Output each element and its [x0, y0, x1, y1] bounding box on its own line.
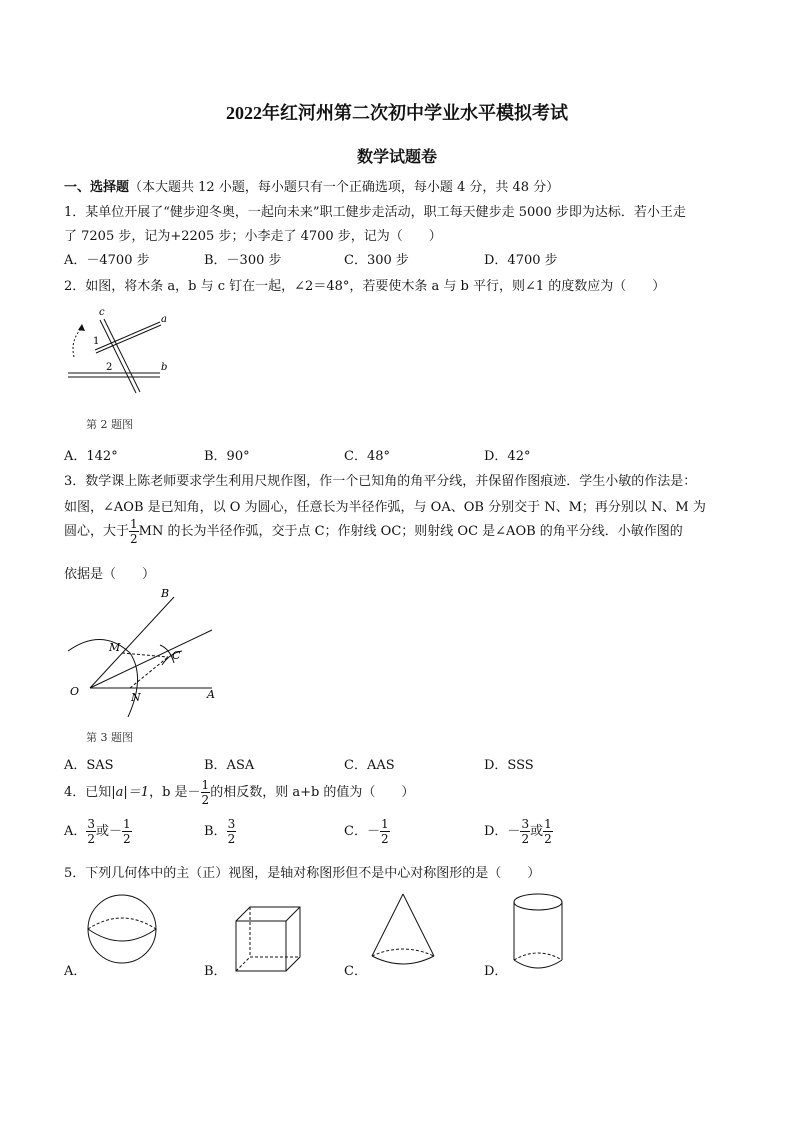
frac-den: 2 — [521, 832, 530, 846]
q4-option-a-mid: 或－ — [96, 824, 123, 839]
q4-text — [64, 779, 414, 806]
q4-option-a[interactable] — [64, 818, 132, 845]
q5-option-d[interactable]: D． — [484, 964, 508, 979]
label-a: A — [207, 688, 215, 701]
q5-text: 5．下列几何体中的主（正）视图，是轴对称图形但不是中心对称图形的是（ ） — [64, 866, 541, 881]
q4-option-d[interactable] — [484, 818, 553, 845]
q2-option-d[interactable]: D．42° — [484, 449, 531, 464]
cube-figure — [234, 905, 304, 975]
stick-b — [68, 373, 160, 377]
q4-option-a-prefix: A． — [64, 824, 87, 839]
q4-option-b-frac — [227, 818, 237, 845]
q2-figure — [60, 300, 180, 400]
label-n: N — [131, 691, 141, 704]
q5-option-c[interactable]: C． — [344, 964, 367, 979]
q3-fraction-num: 1 — [130, 517, 138, 531]
q4-fraction-num: 1 — [201, 778, 210, 792]
arrow-head-icon — [78, 324, 85, 331]
q4-option-d-frac2 — [543, 818, 553, 845]
angle-2-label: 2 — [106, 362, 113, 373]
section-note: （本大题共 12 小题，每小题只有一个正确选项，每小题 4 分，共 48 分） — [129, 180, 560, 195]
q2-option-c[interactable]: C．48° — [344, 449, 390, 464]
section-title: 一、选择题 — [64, 180, 130, 195]
q2-option-a[interactable]: A．142° — [64, 449, 118, 464]
q4-option-a-frac2 — [122, 818, 132, 845]
q3-figure — [62, 585, 232, 720]
q4-option-b-prefix: B． — [204, 824, 227, 839]
cylinder-figure — [510, 892, 570, 978]
q3-option-a[interactable]: A．SAS — [64, 758, 114, 773]
q3-line2: 如图，∠AOB 是已知角，以 O 为圆心，任意长为半径作弧，与 OA、OB 分别交于 N、M；再分别以 N、M 为 — [64, 500, 706, 515]
frac-num: 3 — [227, 817, 236, 831]
q5-option-b[interactable]: B． — [204, 964, 227, 979]
section-heading — [64, 176, 559, 195]
q3-line3-start: 圆心，大于 — [64, 524, 130, 539]
frac-den: 2 — [87, 832, 96, 846]
label-a: a — [161, 314, 167, 325]
frac-num: 1 — [544, 817, 552, 831]
q2-option-b[interactable]: B．90° — [204, 449, 250, 464]
exam-title: 2022年红河州第二次初中学业水平模拟考试 — [226, 103, 568, 123]
sphere-figure — [86, 893, 166, 973]
q3-fraction — [129, 518, 139, 545]
rotation-arrow — [73, 328, 82, 357]
q4-option-d-frac1 — [520, 818, 530, 845]
label-b: b — [161, 362, 168, 373]
q2-text: 2．如图，将木条 a，b 与 c 钉在一起，∠2＝48°，若要使木条 a 与 b 平行，则∠1 的度数应为（ ） — [64, 279, 666, 294]
cone-figure — [368, 892, 438, 976]
frac-num: 1 — [123, 817, 131, 831]
frac-num: 3 — [521, 817, 530, 831]
label-c: C — [172, 649, 181, 662]
q4-option-c-frac — [380, 818, 390, 845]
frac-den: 2 — [227, 832, 236, 846]
frac-den: 2 — [380, 832, 389, 846]
q3-line3-end: MN 的长为半径作弧，交于点 C；作射线 OC；则射线 OC 是∠AOB 的角平分线．小敏作图的 — [138, 524, 683, 539]
ray-ob — [90, 597, 174, 688]
q3-option-b[interactable]: B．ASA — [204, 758, 255, 773]
q3-line4: 依据是（ ） — [64, 567, 156, 582]
q4-option-d-prefix: D．－ — [484, 824, 521, 839]
q4-fraction — [201, 779, 211, 806]
label-o: O — [70, 685, 80, 698]
label-m: M — [109, 641, 121, 654]
q4-abs-expression: |a|＝1 — [111, 785, 150, 800]
frac-den: 2 — [123, 832, 131, 846]
segment-mc — [122, 653, 168, 657]
q3-option-c[interactable]: C．AAS — [344, 758, 395, 773]
q5-option-a[interactable]: A． — [64, 964, 87, 979]
q1-option-a[interactable]: A．－4700 步 — [64, 253, 150, 268]
label-b: B — [161, 587, 170, 600]
q3-fraction-den: 2 — [130, 532, 138, 546]
frac-num: 3 — [87, 817, 96, 831]
q3-figure-caption: 第 3 题图 — [86, 731, 133, 744]
q4-option-d-mid: 或 — [530, 824, 544, 839]
q3-line1: 3．数学课上陈老师要求学生利用尺规作图，作一个已知角的角平分线，并保留作图痕迹．学生小敏的作法是： — [64, 474, 697, 489]
q4-option-b[interactable] — [204, 818, 236, 845]
frac-num: 1 — [380, 817, 389, 831]
arc-center-o — [68, 639, 138, 717]
q3-line3 — [64, 518, 683, 545]
paper-subtitle: 数学试题卷 — [356, 147, 437, 166]
q4-option-a-frac1 — [86, 818, 96, 845]
ray-oc — [90, 630, 212, 688]
q4-text-mid: ，b 是－ — [149, 785, 201, 800]
angle-1-label: 1 — [93, 336, 100, 347]
stick-a — [95, 322, 161, 353]
q1-line2: 了 7205 步，记为+2205 步；小李走了 4700 步，记为（ ） — [64, 229, 442, 244]
q4-option-c[interactable] — [344, 818, 390, 845]
q1-option-c[interactable]: C．300 步 — [344, 253, 409, 268]
q1-line1: 1．某单位开展了“健步迎冬奥，一起向未来”职工健步走活动，职工每天健步走 5000 步即为达标．若小王走 — [64, 205, 686, 220]
q1-option-b[interactable]: B．－300 步 — [204, 253, 282, 268]
q2-figure-caption: 第 2 题图 — [86, 418, 133, 431]
label-c: c — [99, 307, 105, 318]
frac-den: 2 — [544, 832, 552, 846]
q4-fraction-den: 2 — [201, 793, 210, 807]
q1-option-d[interactable]: D．4700 步 — [484, 253, 558, 268]
q4-option-c-prefix: C．－ — [344, 824, 380, 839]
q3-option-d[interactable]: D．SSS — [484, 758, 534, 773]
segment-nc — [130, 657, 168, 688]
stick-c — [100, 319, 140, 393]
q4-text-start: 4．已知 — [64, 785, 112, 800]
q4-text-end: 的相反数，则 a+b 的值为（ ） — [210, 785, 415, 800]
